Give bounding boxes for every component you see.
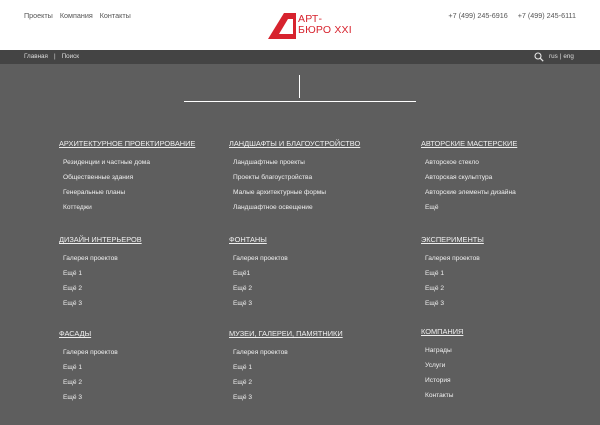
list-item[interactable]: Ещё 3 [233,394,252,401]
breadcrumb-home[interactable]: Главная [24,53,48,60]
list-item[interactable]: Общественные здания [63,174,134,181]
section-facades [59,323,118,409]
decorative-horizontal-line [184,101,416,102]
nav-link-projects[interactable]: Проекты [24,11,53,20]
list-item[interactable]: Галерея проектов [233,349,288,356]
decorative-vertical-line [299,75,300,98]
list-item[interactable]: Авторская скульптура [425,174,493,181]
list-item[interactable]: Ландшафтные проекты [233,159,305,166]
list-item[interactable]: Галерея проектов [425,255,480,262]
list-item[interactable]: Проекты благоустройства [233,174,313,181]
section-title[interactable]: АВТОРСКИЕ МАСТЕРСКИЕ [421,139,518,148]
list-item[interactable]: Генеральные планы [63,189,126,196]
list-item[interactable]: Авторские элементы дизайна [425,189,516,196]
list-item[interactable]: Ещё 2 [63,285,82,292]
list-item[interactable]: Услуги [425,362,446,369]
list-item[interactable]: Ландшафтное освещение [233,204,313,211]
section-title[interactable]: МУЗЕИ, ГАЛЕРЕИ, ПАМЯТНИКИ [229,329,343,338]
site-header [0,0,600,50]
top-nav [24,11,131,20]
list-item[interactable]: Контакты [425,392,454,399]
lang-separator: | [559,53,562,60]
section-title[interactable]: ДИЗАЙН ИНТЕРЬЕРОВ [59,235,142,244]
list-item[interactable]: Ещё 1 [233,364,252,371]
section-list [421,347,463,407]
breadcrumb-search[interactable]: Поиск [61,53,80,60]
list-item[interactable]: Ещё 3 [233,300,252,307]
section-list [421,159,517,219]
list-item[interactable]: Авторское стекло [425,159,479,166]
logo[interactable] [268,13,368,39]
section-title[interactable]: КОМПАНИЯ [421,327,464,336]
section-title[interactable]: ФАСАДЫ [59,329,92,338]
section-architecture [59,133,195,219]
list-item[interactable]: Галерея проектов [63,349,118,356]
logo-line-2: БЮРО XXI [298,24,352,36]
list-item[interactable]: Ещё 1 [63,364,82,371]
list-item[interactable]: Ещё1 [233,270,251,277]
lang-rus[interactable]: rus [549,53,558,60]
list-item[interactable]: Ещё [425,204,439,211]
section-list [59,349,118,409]
list-item[interactable]: Галерея проектов [233,255,288,262]
section-title[interactable]: ЛАНДШАФТЫ И БЛАГОУСТРОЙСТВО [229,139,361,148]
section-museums [229,323,343,409]
section-experiments [421,229,484,315]
search-icon[interactable] [534,52,544,62]
logo-text [298,14,352,36]
section-list [229,159,360,219]
breadcrumb-separator: | [53,53,56,60]
nav-link-company[interactable]: Компания [59,11,93,20]
list-item[interactable]: Галерея проектов [63,255,118,262]
list-item[interactable]: Коттеджи [63,204,92,211]
list-item[interactable]: Ещё 3 [63,394,82,401]
section-list [229,349,343,409]
sub-bar [0,50,600,64]
logo-line-1: АРТ- [298,13,323,25]
section-landscape [229,133,360,219]
list-item[interactable]: Ещё 2 [63,379,82,386]
phone-2: +7 (499) 245-6111 [517,11,576,20]
list-item[interactable]: Ещё 2 [233,285,252,292]
section-title[interactable]: ЭКСПЕРИМЕНТЫ [421,235,484,244]
section-company [421,321,463,407]
list-item[interactable]: История [425,377,451,384]
phone-1: +7 (499) 245-6916 [448,11,508,20]
section-workshops [421,133,517,219]
list-item[interactable]: Резиденции и частные дома [63,159,150,166]
section-list [59,255,142,315]
lang-eng[interactable]: eng [563,53,574,60]
section-list [59,159,195,219]
section-list [421,255,484,315]
language-switcher [549,53,574,60]
list-item[interactable]: Ещё 2 [233,379,252,386]
section-fountains [229,229,288,315]
list-item[interactable]: Ещё 3 [63,300,82,307]
list-item[interactable]: Ещё 1 [425,270,444,277]
phones [448,11,576,20]
nav-link-contacts[interactable]: Контакты [99,11,131,20]
list-item[interactable]: Ещё 3 [425,300,444,307]
list-item[interactable]: Ещё 2 [425,285,444,292]
list-item[interactable]: Малые архитектурные формы [233,189,327,196]
list-item[interactable]: Ещё 1 [63,270,82,277]
section-list [229,255,288,315]
section-interior [59,229,142,315]
list-item[interactable]: Награды [425,347,452,354]
section-title[interactable]: ФОНТАНЫ [229,235,267,244]
breadcrumb [24,53,79,60]
logo-mark-icon [268,13,296,39]
section-title[interactable]: АРХИТЕКТУРНОЕ ПРОЕКТИРОВАНИЕ [59,139,196,148]
